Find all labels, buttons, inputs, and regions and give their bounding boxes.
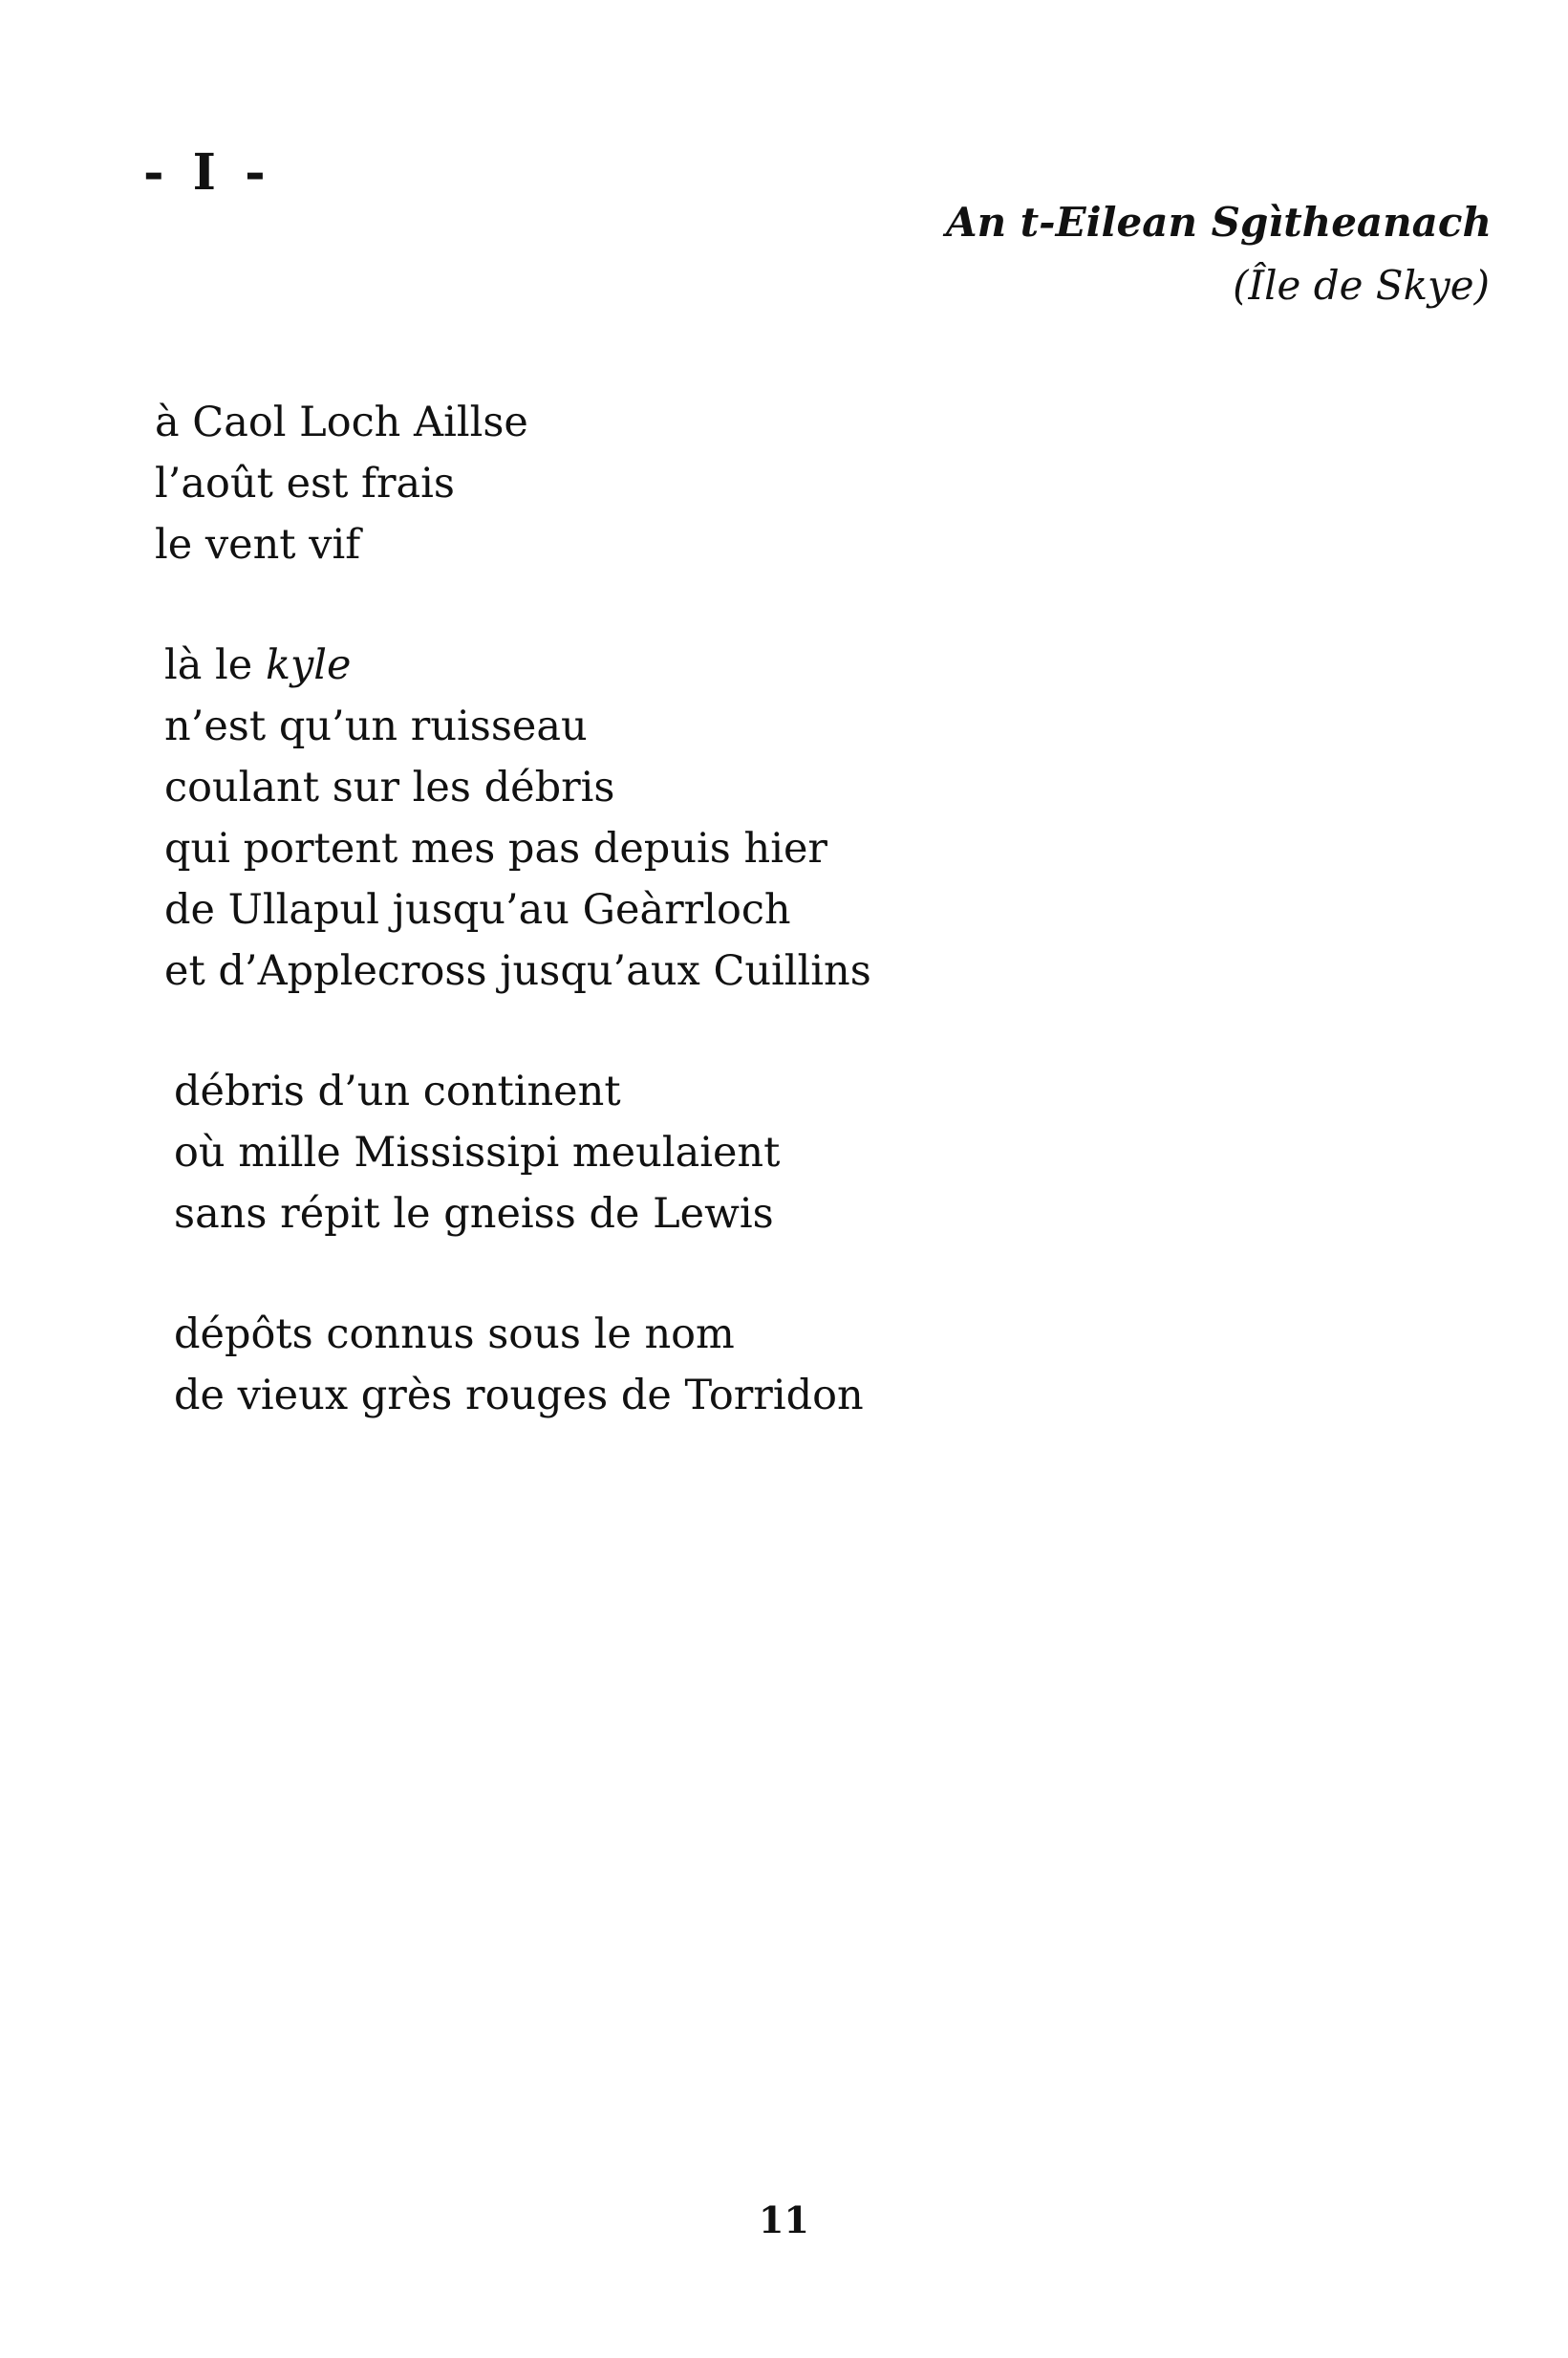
poem-line: de Ullapul jusqu’au Geàrrloch xyxy=(164,886,791,934)
poem xyxy=(155,392,871,1488)
poem-line: n’est qu’un ruisseau xyxy=(164,703,588,750)
poem-line xyxy=(164,635,871,696)
location-heading xyxy=(946,191,1492,317)
poem-line: où mille Mississipi meulaient xyxy=(174,1129,781,1177)
poem-line: débris d’un continent xyxy=(174,1068,621,1115)
poem-line: coulant sur les débris xyxy=(164,764,615,811)
section-number: - I - xyxy=(143,143,271,202)
stanza-3 xyxy=(155,1061,871,1244)
stanza-2 xyxy=(155,635,871,1002)
poem-line: l’août est frais xyxy=(155,460,455,508)
stanza-1 xyxy=(155,392,871,575)
poem-line: le vent vif xyxy=(155,521,361,569)
poem-line: de vieux grès rouges de Torridon xyxy=(174,1372,864,1419)
page-number: 11 xyxy=(759,2198,809,2241)
poem-line: et d’Applecross jusqu’aux Cuillins xyxy=(164,947,871,995)
poem-line: qui portent mes pas depuis hier xyxy=(164,825,827,873)
location-translation: (Île de Skye) xyxy=(1233,262,1490,309)
poem-line-prefix: là le xyxy=(164,641,266,689)
location-name: An t-Eilean Sgìtheanach xyxy=(946,199,1492,246)
poem-line: à Caol Loch Aillse xyxy=(155,399,528,446)
stanza-4 xyxy=(155,1304,871,1426)
poem-line: dépôts connus sous le nom xyxy=(174,1310,735,1358)
italic-word: kyle xyxy=(265,641,352,689)
poem-line: sans répit le gneiss de Lewis xyxy=(174,1190,774,1238)
